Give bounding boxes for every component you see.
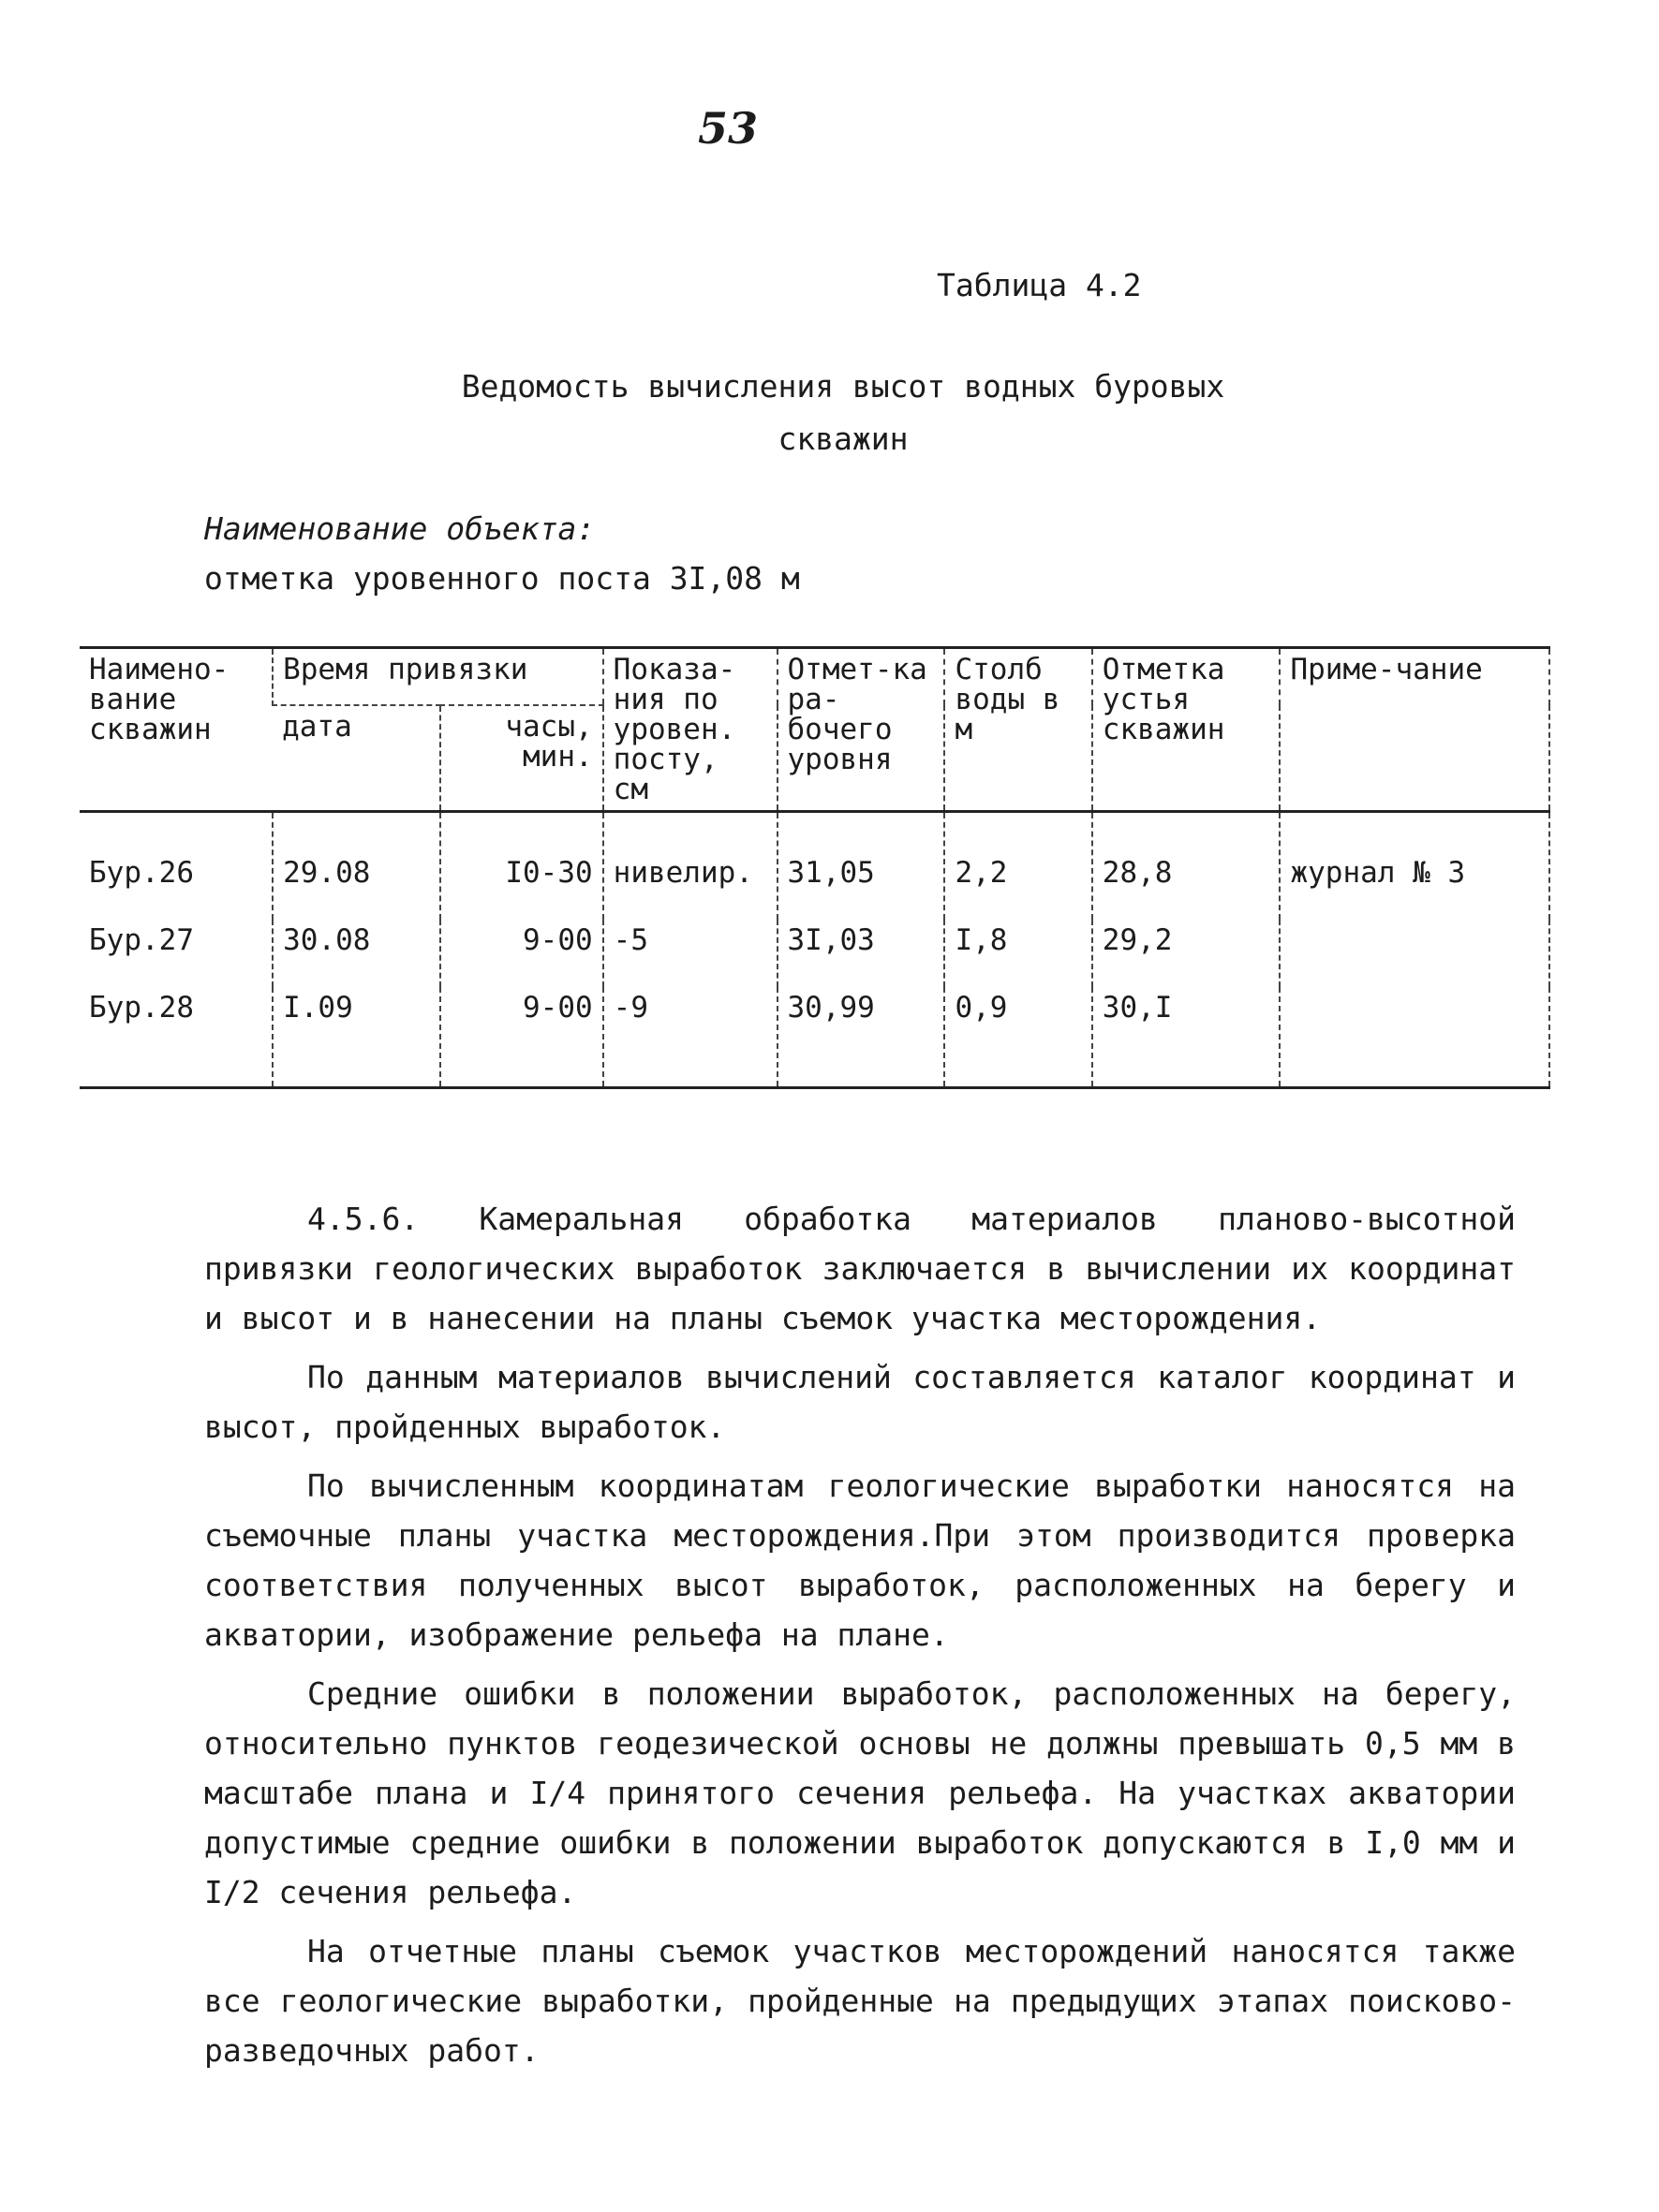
cell-readings: -5 (603, 920, 778, 987)
paragraph: 4.5.6. Камеральная обработка материалов планово-высотной привязки геологических выработок заключается в вычислении их координат и высот и в нанесении на планы съемок участка месторождения. (204, 1201, 1516, 1336)
cell-date: 30.08 (273, 920, 440, 987)
cell-mouth-mark: 28,8 (1092, 812, 1281, 921)
document-title (356, 361, 1330, 465)
cell-working-level: 31,05 (778, 812, 945, 921)
cell-working-level: 30,99 (778, 987, 945, 1088)
table-label: Таблица 4.2 (937, 267, 1142, 303)
cell-readings: -9 (603, 987, 778, 1088)
cell-working-level: 3I,03 (778, 920, 945, 987)
cell-water-column: 2,2 (944, 812, 1091, 921)
paragraph: На отчетные планы съемок участков месторождений наносятся также все геологические выработки, пройденные на предыдущих этапах поисково-разведочных работ. (204, 1933, 1516, 2069)
header-note: Приме-чание (1280, 648, 1549, 812)
table-row (80, 987, 1549, 1088)
page-number: 53 (698, 103, 759, 154)
header-water-column: Столб воды в м (944, 648, 1091, 812)
cell-mouth-mark: 30,I (1092, 987, 1281, 1088)
header-name: Наимено-вание скважин (80, 648, 273, 812)
cell-hours: I0-30 (440, 812, 603, 921)
header-readings: Показа-ния по уровен. посту, см (603, 648, 778, 812)
header-working-level: Отмет-ка ра-бочего уровня (778, 648, 945, 812)
header-date: дата (273, 705, 440, 812)
cell-hours: 9-00 (440, 987, 603, 1088)
paragraph: По вычисленным координатам геологические выработки наносятся на съемочные планы участка месторождения.При этом производится проверка соответствия полученных высот выработок, расположенных на берегу и акватории, изображение рельефа на плане. (204, 1467, 1516, 1653)
title-line-2: скважин (778, 420, 909, 457)
cell-water-column: I,8 (944, 920, 1091, 987)
cell-name: Бур.26 (89, 856, 194, 890)
cell-readings: нивелир. (603, 812, 778, 921)
cell-date: I.09 (273, 987, 440, 1088)
level-mark: отметка уровенного поста 3I,08 м (204, 560, 800, 597)
cell-note: журнал № 3 (1280, 812, 1549, 921)
cell-note (1280, 987, 1549, 1088)
cell-mouth-mark: 29,2 (1092, 920, 1281, 987)
header-hours: часы, мин. (440, 705, 603, 812)
body-text (204, 1194, 1516, 2085)
table-row (80, 812, 1549, 921)
title-line-1: Ведомость вычисления высот водных буровых (461, 368, 1225, 405)
cell-note (1280, 920, 1549, 987)
cell-date: 29.08 (273, 812, 440, 921)
cell-hours: 9-00 (440, 920, 603, 987)
paragraph: По данным материалов вычислений составляется каталог координат и высот, пройденных выработок. (204, 1359, 1516, 1445)
header-time-group: Время привязки (273, 648, 603, 705)
cell-name: Бур.28 (80, 987, 273, 1088)
cell-name: Бур.27 (89, 923, 194, 957)
header-mouth-mark: Отметка устья скважин (1092, 648, 1281, 812)
cell-water-column: 0,9 (944, 987, 1091, 1088)
table-row (80, 920, 1549, 987)
well-heights-table (80, 646, 1550, 1089)
paragraph: Средние ошибки в положении выработок, расположенных на берегу, относительно пунктов геодезической основы не должны превышать 0,5 мм в масштабе плана и I/4 принятого сечения рельефа. На участках акватории допустимые средние ошибки в положении выработок допускаются в I,0 мм и I/2 сечения рельефа. (204, 1675, 1516, 1910)
object-name-label: Наименование объекта: (204, 510, 596, 547)
